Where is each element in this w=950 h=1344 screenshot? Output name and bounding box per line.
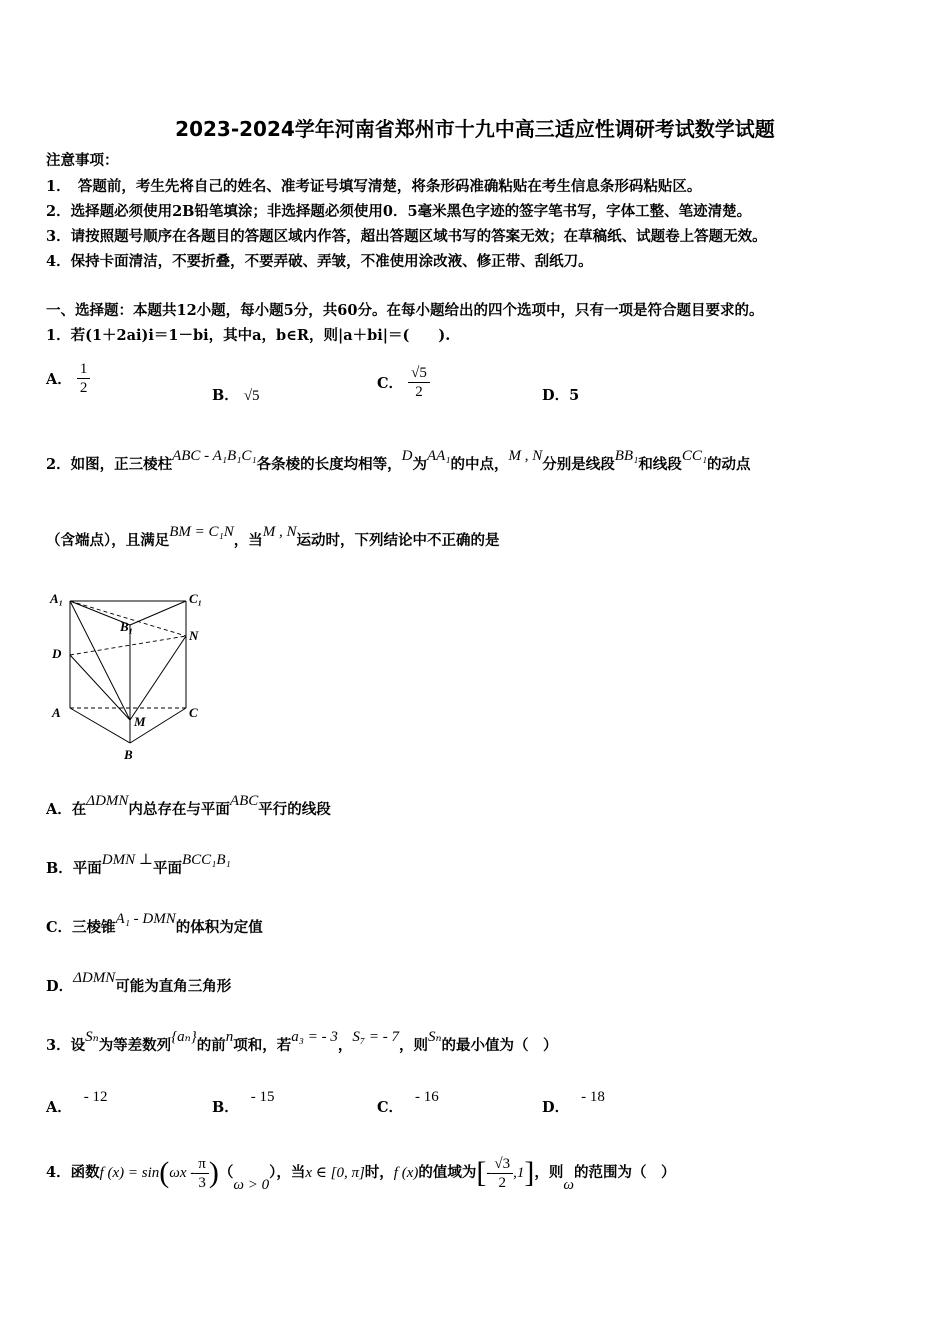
- q3-text-2: 为等差数列: [98, 1037, 172, 1054]
- q4-frac-num: π: [195, 1155, 209, 1174]
- segment-mn: [130, 636, 186, 720]
- q4-math-f: f (x) = sin: [99, 1165, 160, 1181]
- q2-math-aa1: AA₁: [426, 448, 451, 464]
- q1-a-num: 1: [77, 360, 91, 379]
- q1-b-label: B．: [212, 387, 239, 404]
- notice-item-2: 2．选择题必须使用2B铅笔填涂；非选择题必须使用0．5毫米黑色字迹的签字笔书写，字体工整、笔迹清楚。: [46, 203, 752, 220]
- q2-text-2: 各条棱的长度均相等，: [256, 456, 402, 473]
- segment-dn: [70, 636, 186, 655]
- q4-text-1: 4．函数: [46, 1164, 100, 1181]
- exam-title: 2023-2024学年河南省郑州市十九中高三适应性调研考试数学试题: [175, 117, 775, 141]
- q2-math-mn: M , N: [508, 448, 543, 464]
- label-d: D: [52, 646, 62, 661]
- q4-paren-left: (: [159, 1156, 170, 1189]
- label-b: B: [124, 747, 133, 762]
- q3-d-value: - 18: [581, 1089, 605, 1105]
- q2-math-bb1: BB₁: [614, 448, 639, 464]
- q2-option-d: [46, 970, 232, 997]
- q2-text-6: 和线段: [638, 456, 682, 473]
- q2-a-text-2: 内总存在与平面: [128, 801, 230, 818]
- q2-text-1: 2．如图，正三棱柱: [46, 456, 173, 473]
- q2-text-4: 的中点，: [450, 456, 509, 473]
- q2-c-text-2: 的体积为定值: [175, 919, 263, 936]
- q4-math-omega: ω: [563, 1177, 574, 1193]
- q3-text-6: ，则: [398, 1037, 428, 1054]
- q2-b-math-2: BCC₁B₁: [181, 852, 231, 868]
- q1-c-den: 2: [415, 384, 423, 400]
- q4-math-one: ,1: [513, 1165, 525, 1181]
- q3-text-4: 项和，若: [233, 1037, 292, 1054]
- q2-d-text-1: D．: [46, 978, 74, 995]
- q3-option-b: [212, 1089, 275, 1117]
- q2-d-text-2: 可能为直角三角形: [115, 978, 232, 995]
- q4-text-2: （: [218, 1164, 234, 1181]
- q1-a-fraction: [77, 360, 91, 397]
- q3-a-value: - 12: [83, 1089, 108, 1105]
- q2-a-text-1: A．在: [46, 801, 87, 818]
- q1-stem: 1．若(1＋2ai)i＝1－bi，其中a，b∈R，则|a＋bi|＝( ).: [46, 327, 451, 344]
- q1-c-label: C．: [377, 375, 404, 392]
- q3-c-label: C．: [377, 1099, 404, 1116]
- q3-text-1: 3．设: [46, 1037, 86, 1054]
- q3-text-3: 的前: [196, 1037, 226, 1054]
- notice-item-4: 4．保持卡面清洁，不要折叠，不要弄破、弄皱，不准使用涂改液、修正带、刮纸刀。: [46, 253, 593, 270]
- q2-text-5: 分别是线段: [542, 456, 615, 473]
- notice-item-3: 3．请按照题号顺序在各题目的答题区域内作答，超出答题区域书写的答案无效；在草稿纸、试题卷上答题无效。: [46, 228, 767, 245]
- q4-text-5: 的值域为: [418, 1164, 477, 1181]
- q2-math-d: D: [401, 448, 413, 464]
- q4-frac-den: 3: [198, 1174, 206, 1191]
- q4-bracket-right: ]: [524, 1156, 535, 1189]
- q2-a-math-2: ABC: [229, 793, 259, 809]
- q4-paren-right: ): [208, 1156, 219, 1189]
- q2-stem-line1: [46, 448, 751, 475]
- edge-ab: [70, 708, 130, 743]
- q3-a-label: A．: [46, 1099, 72, 1116]
- q4-math-fx: f (x): [393, 1165, 419, 1181]
- q2-a-math-1: ΔDMN: [86, 793, 129, 809]
- q4-fraction-sqrt3-2: [491, 1155, 513, 1192]
- q2-text-3: 为: [412, 456, 427, 473]
- section-heading: 一、选择题：本题共12小题，每小题5分，共60分。在每小题给出的四个选项中，只有一项是符合题目要求的。: [46, 302, 764, 319]
- q2-math-mn-2: M , N: [262, 524, 297, 540]
- q1-option-d: D．5: [542, 387, 580, 404]
- label-m: M: [134, 714, 146, 729]
- q3-text-5: ，: [337, 1037, 353, 1054]
- prism-figure: [40, 585, 220, 770]
- q2-d-math-1: ΔDMN: [73, 970, 116, 986]
- q2-math-prism: ABC - A₁B₁C₁: [172, 448, 257, 464]
- q1-c-num: √5: [408, 364, 430, 383]
- q3-text-7: 的最小值为（ ）: [441, 1037, 558, 1054]
- q2-a-text-3: 平行的线段: [258, 801, 331, 818]
- q2-stem-line2: [46, 524, 500, 551]
- q2-b-text-2: 平面: [152, 860, 182, 877]
- q3-math-sn: Sₙ: [85, 1029, 99, 1045]
- q3-math-sn-2: Sₙ: [427, 1029, 442, 1045]
- q2-c-text-1: C．三棱锥: [46, 919, 116, 936]
- q3-math-n: n: [225, 1029, 234, 1045]
- q4-fraction-pi-3: [195, 1155, 209, 1192]
- q3-stem: [46, 1029, 558, 1056]
- q3-option-d: [542, 1089, 605, 1117]
- q4-text-7: 的范围为（ ）: [573, 1164, 676, 1181]
- q2-text-7: 的动点: [707, 456, 751, 473]
- q2-math-condition: BM = C₁N: [169, 524, 234, 540]
- label-c1: C₁: [189, 591, 203, 606]
- label-a1: A₁: [50, 591, 64, 606]
- q1-option-b: [212, 384, 260, 405]
- label-c: C: [189, 705, 198, 720]
- q2-text-9: ，当: [233, 532, 263, 549]
- q4-bracket-left: [: [476, 1156, 487, 1189]
- q4-math-minus: -: [486, 1165, 492, 1181]
- q1-a-den: 2: [79, 380, 88, 396]
- q1-option-a: [46, 360, 90, 397]
- label-n: N: [189, 628, 199, 643]
- q1-c-fraction: [408, 364, 430, 401]
- q1-a-label: A．: [46, 371, 72, 388]
- q2-b-math-1: DMN ⊥: [101, 852, 153, 868]
- q4-text-6: ，则: [534, 1164, 564, 1181]
- q3-option-c: [377, 1089, 439, 1117]
- q2-text-8: （含端点），且满足: [46, 532, 170, 549]
- q3-math-a3: a₃ = - 3: [291, 1029, 338, 1045]
- q2-option-c: [46, 911, 263, 938]
- q4-text-4: 时，: [364, 1164, 394, 1181]
- q4-frac2-num: √3: [491, 1155, 513, 1174]
- q3-b-value: - 15: [250, 1089, 275, 1105]
- q3-math-s7: S₇ = - 7: [352, 1029, 399, 1045]
- label-a: A: [52, 705, 61, 720]
- q4-math-omega-x: ωx -: [169, 1165, 196, 1181]
- q4-frac2-den: 2: [498, 1174, 506, 1191]
- segment-dm: [70, 655, 130, 720]
- q2-c-math-1: A₁ - DMN: [115, 911, 176, 927]
- q2-math-cc1: CC₁: [681, 448, 708, 464]
- q3-option-a: [46, 1089, 108, 1117]
- q3-b-label: B．: [212, 1099, 239, 1116]
- q2-b-text-1: B．平面: [46, 860, 102, 877]
- q1-b-value: √5: [243, 388, 260, 404]
- q4-math-domain: x ∈ [0, π]: [305, 1165, 365, 1181]
- notice-item-1: 1． 答题前，考生先将自己的姓名、准考证号填写清楚，将条形码准确粘贴在考生信息条形码粘贴区。: [46, 178, 702, 195]
- q3-math-an: {aₙ}: [171, 1029, 197, 1045]
- q3-d-label: D．: [542, 1099, 570, 1116]
- q2-option-a: [46, 793, 331, 820]
- q4-text-3: ），当: [269, 1164, 306, 1181]
- q2-option-b: [46, 852, 231, 879]
- q3-c-value: - 16: [415, 1089, 439, 1105]
- notice-heading: 注意事项：: [46, 152, 119, 169]
- label-b1: B₁: [120, 619, 134, 634]
- q4-math-omega-cond: ω > 0: [233, 1177, 270, 1193]
- q4-stem: [46, 1148, 675, 1198]
- q2-text-10: 运动时，下列结论中不正确的是: [296, 532, 500, 549]
- q1-option-c: [377, 364, 430, 401]
